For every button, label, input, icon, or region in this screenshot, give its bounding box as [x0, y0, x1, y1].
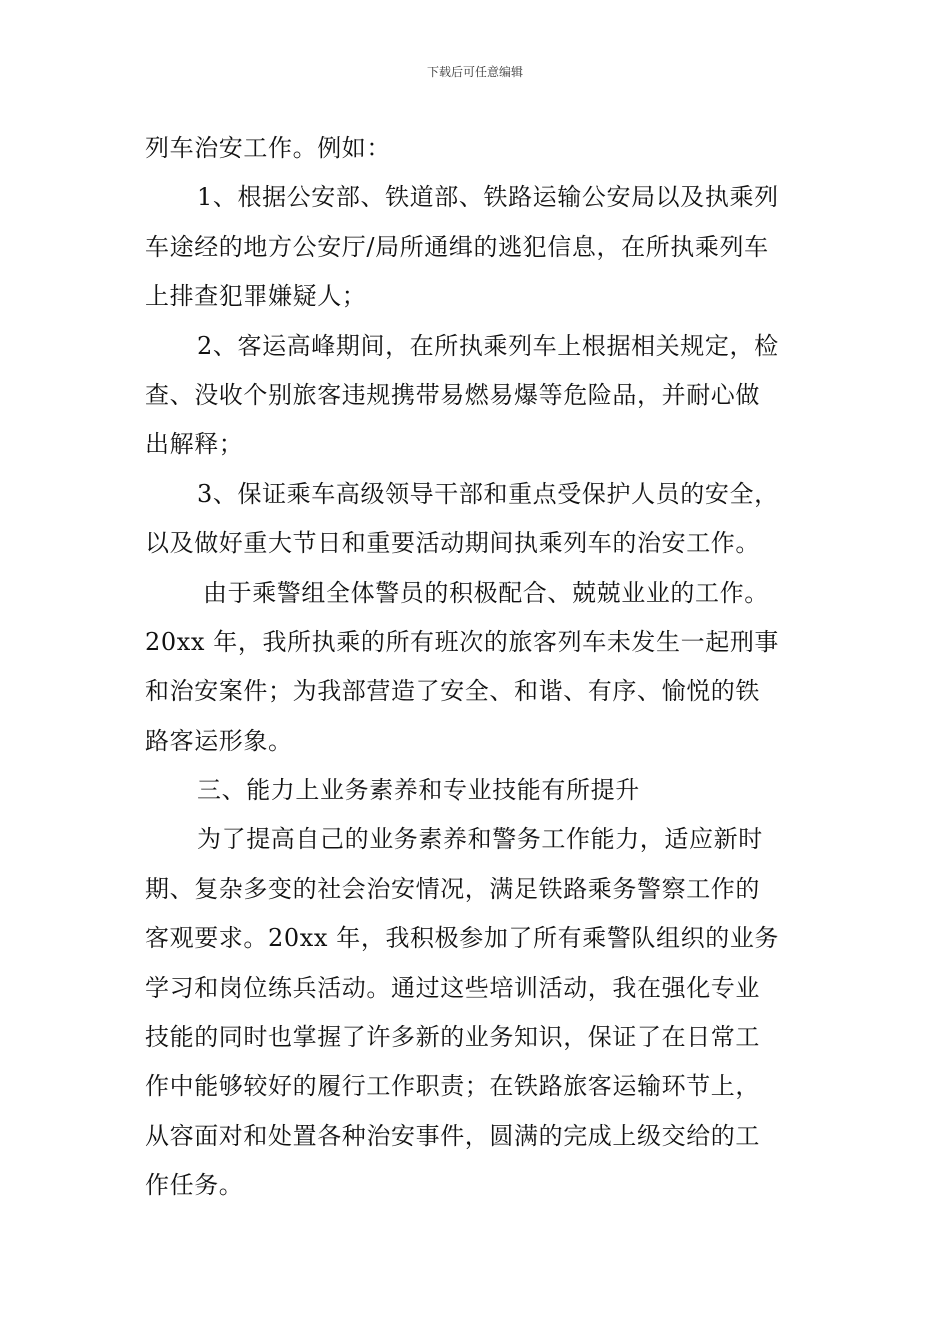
- document-body: [145, 124, 813, 1211]
- text-line: 和治安案件；为我部营造了安全、和谐、有序、愉悦的铁: [145, 677, 760, 706]
- section-heading: 三、能力上业务素养和专业技能有所提升: [197, 776, 640, 805]
- text-line: 作任务。: [145, 1171, 244, 1200]
- text-line: 上排查犯罪嫌疑人；: [145, 282, 367, 311]
- text-line: 学习和岗位练兵活动。通过这些培训活动，我在强化专业: [145, 973, 760, 1002]
- text-line: 以及做好重大节日和重要活动期间执乘列车的治安工作。: [145, 529, 760, 558]
- page-header-note: 下载后可任意编辑: [426, 65, 523, 79]
- text-line: 2、客运高峰期间，在所执乘列车上根据相关规定，检: [197, 331, 779, 360]
- text-line: 车途经的地方公安厅/局所通缉的逃犯信息，在所执乘列车: [145, 232, 769, 261]
- text-line: 出解释；: [145, 430, 244, 459]
- text-line: 为了提高自己的业务素养和警务工作能力，适应新时: [197, 825, 763, 854]
- text-line: 查、没收个别旅客违规携带易燃易爆等危险品，并耐心做: [145, 380, 760, 409]
- text-line: 列车治安工作。例如：: [145, 134, 391, 162]
- text-line: 20xx 年，我所执乘的所有班次的旅客列车未发生一起刑事: [145, 627, 780, 656]
- text-line: 由于乘警组全体警员的积极配合、兢兢业业的工作。: [203, 578, 769, 607]
- text-line: 期、复杂多变的社会治安情况，满足铁路乘务警察工作的: [145, 874, 760, 903]
- text-line: 3、保证乘车高级领导干部和重点受保护人员的安全，: [197, 479, 779, 508]
- text-line: 作中能够较好的履行工作职责；在铁路旅客运输环节上，: [145, 1072, 760, 1101]
- text-line: 客观要求。20xx 年，我积极参加了所有乘警队组织的业务: [145, 924, 780, 953]
- text-line: 1、根据公安部、铁道部、铁路运输公安局以及执乘列: [197, 183, 779, 212]
- text-line: 从容面对和处置各种治安事件，圆满的完成上级交给的工: [145, 1121, 760, 1150]
- text-line: 技能的同时也掌握了许多新的业务知识，保证了在日常工: [145, 1023, 760, 1052]
- text-line: 路客运形象。: [145, 726, 293, 755]
